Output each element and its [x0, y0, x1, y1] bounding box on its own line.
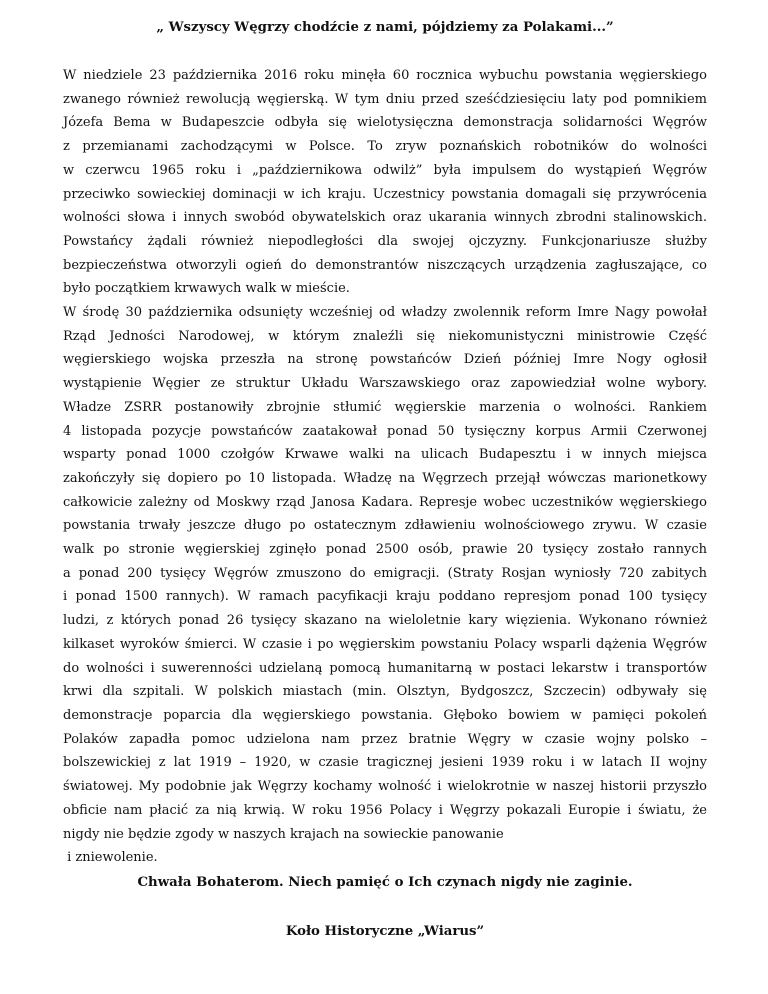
- text-line: obficie nam płacić za nią krwią. W roku 1956 Polacy i Węgrzy pokazali Europie i światu, że: [63, 802, 707, 818]
- text-line: wsparty ponad 1000 czołgów Krwawe walki na ulicach Budapesztu i w innych miejsca: [63, 447, 707, 463]
- text-line: było początkiem krwawych walk w mieście.: [63, 281, 350, 297]
- text-line: ludzi, z których ponad 26 tysięcy skazano na wieloletnie kary więzienia. Wykonano również: [63, 613, 707, 629]
- document-page: [63, 18, 707, 942]
- text-line: z przemianami zachodzącymi w Polsce. To zryw poznańskich robotników do wolności: [63, 139, 707, 155]
- text-line: wystąpienie Węgier ze struktur Układu Warszawskiego oraz zapowiedział wolne wybory.: [63, 376, 707, 392]
- page-title: „ Wszyscy Węgrzy chodźcie z nami, pójdziemy za Polakami...”: [156, 20, 614, 35]
- closing-statement: Chwała Bohaterom. Niech pamięć o Ich czynach nigdy nie zaginie.: [137, 874, 633, 890]
- text-line: węgierskiego wojska przeszła na stronę powstańców Dzień później Imre Nogy ogłosił: [63, 352, 707, 368]
- text-line: bolszewickiej z lat 1919 – 1920, w czasie tragicznej jesieni 1939 roku i w latach II wojny: [63, 755, 707, 771]
- text-line: kilkaset wyroków śmierci. W czasie i po węgierskim powstaniu Polacy wsparli dążenia Węgrów: [63, 636, 707, 652]
- text-line: przeciwko sowieckiej dominacji w ich kraju. Uczestnicy powstania domagali się przywrócenia: [63, 186, 707, 202]
- paragraph-2: [63, 301, 707, 870]
- text-line: do wolności i suwerenności udzielaną pomocą humanitarną w postaci lekarstw i transportów: [63, 660, 707, 676]
- text-line: powstania trwały jeszcze długo po ostatecznym zdławieniu wolnościowego zrywu. W czasie: [63, 518, 707, 534]
- text-line: krwi dla szpitali. W polskich miastach (min. Olsztyn, Bydgoszcz, Szczecin) odbywały się: [63, 684, 707, 700]
- text-line: Józefa Bema w Budapeszcie odbyła się wielotysięczna demonstracja solidarności Węgrów: [63, 115, 707, 131]
- text-line: Rząd Jedności Narodowej, w którym znaleźli się niekomunistyczni ministrowie Część: [63, 328, 707, 344]
- text-line: nigdy nie będzie zgody w naszych krajach na sowieckie panowanie: [63, 826, 504, 842]
- text-line: demonstracje poparcia dla węgierskiego powstania. Głęboko bowiem w pamięci pokoleń: [63, 707, 707, 723]
- text-line: a ponad 200 tysięcy Węgrów zmuszono do emigracji. (Straty Rosjan wyniosły 720 zabitych: [63, 565, 707, 581]
- text-line: w czerwcu 1965 roku i „październikowa odwilż” była impulsem do wystąpień Węgrów: [63, 162, 707, 178]
- text-line: zwanego również rewolucją węgierską. W tym dniu przed sześćdziesięciu laty pod pomnikiem: [63, 91, 707, 107]
- text-line: całkowicie zależny od Moskwy rząd Janosa Kadara. Represje wobec uczestników węgierskiego: [63, 494, 707, 510]
- text-line: bezpieczeństwa otworzyli ogień do demonstrantów niszczących urządzenia zagłuszające, co: [63, 257, 707, 273]
- paragraph-1: [63, 64, 707, 301]
- text-line: walk po stronie węgierskiej zginęło ponad 2500 osób, prawie 20 tysięcy zostało rannych: [63, 542, 707, 558]
- text-line: Polaków zapadła pomoc udzielona nam przez bratnie Węgry w czasie wojny polsko –: [63, 731, 707, 747]
- text-line: Powstańcy żądali również niepodległości dla swojej ojczyzny. Funkcjonariusze służby: [63, 233, 707, 249]
- text-line: W środę 30 października odsunięty wcześniej od władzy zwolennik reform Imre Nagy powołał: [63, 305, 707, 321]
- text-line: zakończyły się dopiero po 10 listopada. Władzę na Węgrzech przejął wówczas marionetkowy: [63, 470, 707, 486]
- text-line: W niedziele 23 października 2016 roku minęła 60 rocznica wybuchu powstania węgierskiego: [63, 68, 707, 83]
- text-line: 4 listopada pozycje powstańców zaatakował ponad 50 tysięczny korpus Armii Czerwonej: [63, 423, 707, 439]
- text-line: Władze ZSRR postanowiły zbrojnie stłumić węgierskie marzenia o wolności. Rankiem: [63, 399, 707, 415]
- text-line: i ponad 1500 rannych). W ramach pacyfikacji kraju poddano represjom ponad 100 tysięcy: [63, 589, 707, 605]
- text-line: wolności słowa i innych swobód obywatelskich oraz ukarania winnych zbrodni stalinowskich.: [63, 210, 707, 226]
- text-line: i zniewolenie.: [63, 850, 158, 866]
- signature: Koło Historyczne „Wiarus”: [285, 923, 485, 939]
- text-line: światowej. My podobnie jak Węgrzy kochamy wolność i wielokrotnie w naszej historii przyszło: [63, 779, 707, 795]
